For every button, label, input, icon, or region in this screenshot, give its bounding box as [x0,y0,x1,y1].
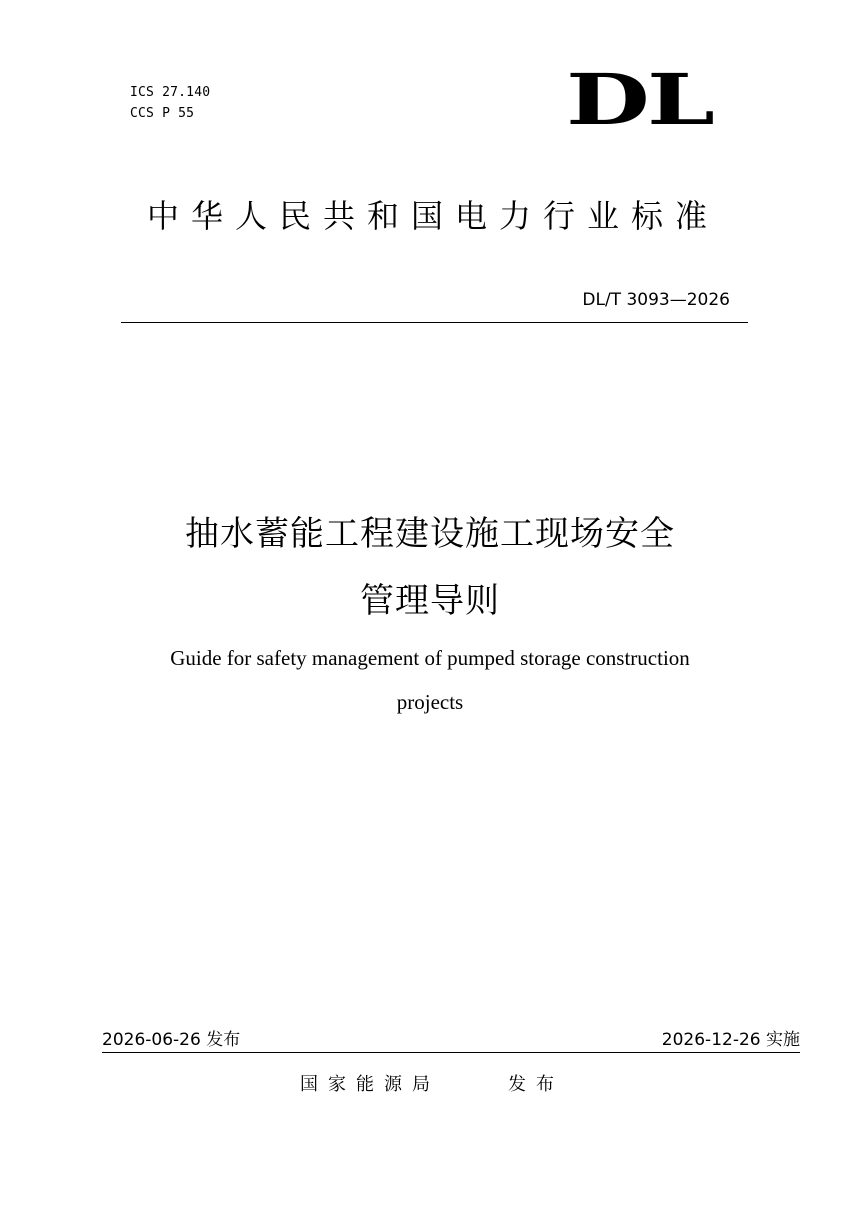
ccs-code: CCS P 55 [130,106,195,121]
issue-date: 2026-06-26 发布 [102,1030,241,1050]
classification-codes [130,82,210,124]
effective-date: 2026-12-26 实施 [661,1030,800,1050]
ics-code: ICS 27.140 [130,85,211,100]
header-divider [121,322,748,323]
en-title-line-1: Guide for safety management of pumped storage construction [170,646,690,670]
footer-divider [102,1052,800,1053]
dl-logo: DL [566,58,713,141]
cn-title-line-2: 管理导则 [360,581,500,621]
en-title-line-2: projects [396,690,464,714]
issuer-action: 发布 [508,1074,564,1095]
cn-title-line-1: 抽水蓄能工程建设施工现场安全 [185,514,675,554]
standard-number: DL/T 3093—2026 [582,290,730,310]
issuer-name: 国家能源局 [300,1074,440,1095]
standard-category-title: 中华人民共和国电力行业标准 [146,197,719,235]
